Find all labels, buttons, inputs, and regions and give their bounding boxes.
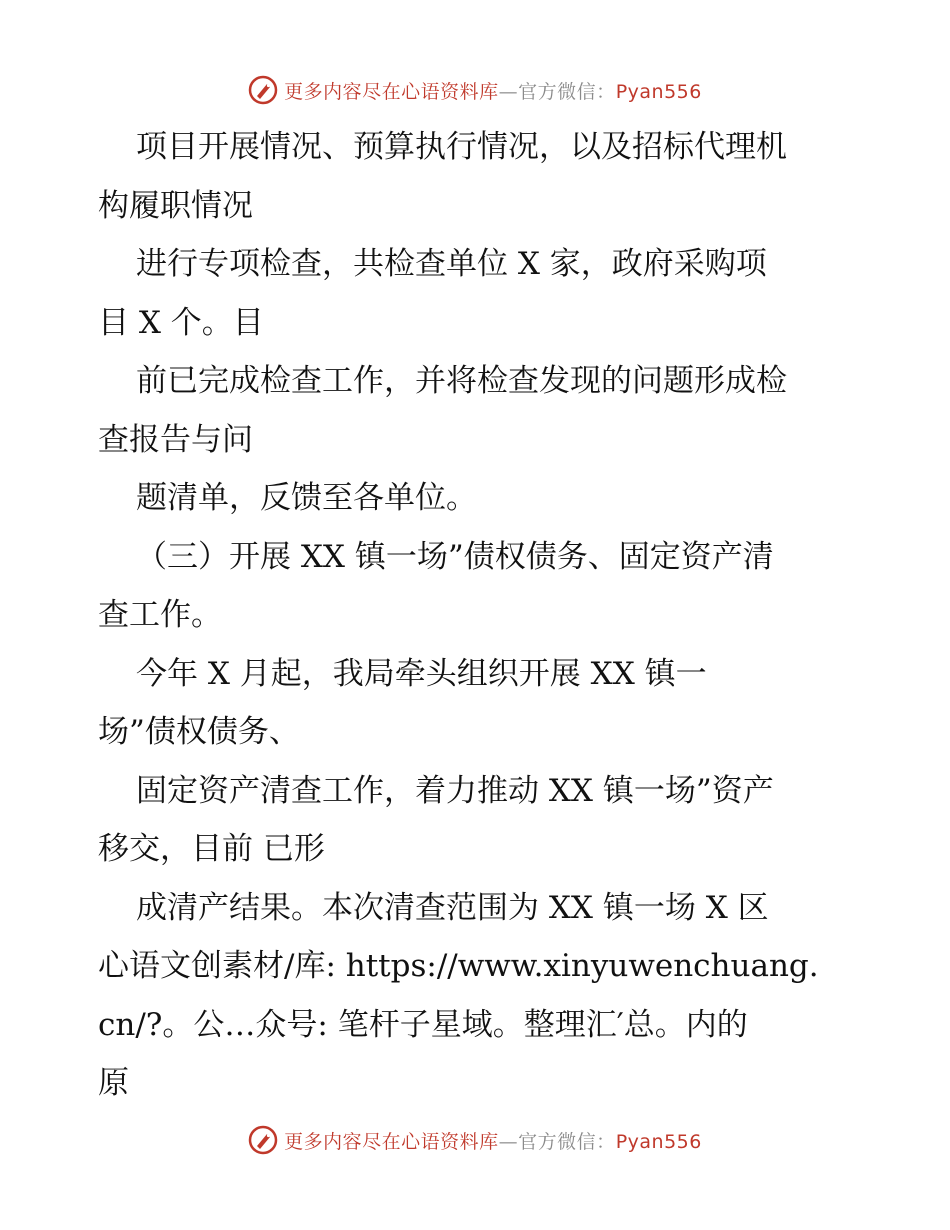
banner-separator: — [498,80,519,103]
text-line: 进行专项检查，共检查单位 X 家，政府采购项 [136,246,767,282]
text-line: cn/?。公…众号: 笔杆子星域。整理汇′总。内的 [98,1006,748,1043]
text-line: 查工作。 [98,597,222,633]
red-pen-nib-logo-icon [248,75,278,105]
text-line: 场”债权债务、 [98,714,300,750]
footer-banner [0,1120,950,1160]
wechat-id: Pyan556 [615,1130,702,1153]
text-line: 原 [98,1065,129,1101]
banner-separator: — [498,1130,519,1153]
section-heading: （三）开展 XX 镇一场”债权债务、固定资产清 [136,538,774,575]
text-line: 目 X 个。目 [98,304,264,341]
site-text: 更多内容尽在心语资料库 [284,80,499,103]
site-text: 更多内容尽在心语资料库 [284,1130,499,1153]
text-line: 心语文创素材/库: https://www.xinyuwenchuang. [98,948,819,984]
text-line: 前已完成检查工作，并将检查发现的问题形成检 [136,363,787,399]
banner-text [284,1127,702,1154]
header-banner [0,70,950,110]
wechat-label: 官方微信： [518,80,616,103]
text-line: 项目开展情况、预算执行情况，以及招标代理机 [136,129,787,165]
wechat-id: Pyan556 [615,80,702,103]
text-line: 移交，目前 已形 [98,831,325,867]
wechat-label: 官方微信： [518,1130,616,1153]
text-line: 固定资产清查工作，着力推动 XX 镇一场”资产 [136,772,774,809]
text-line: 今年 X 月起，我局牵头组织开展 XX 镇一 [136,655,707,692]
red-pen-nib-logo-icon [248,1125,278,1155]
text-line: 查报告与问 [98,421,253,458]
text-line: 构履职情况 [98,187,253,224]
document-body [98,118,858,1113]
text-line: 成清产结果。本次清查范围为 XX 镇一场 X 区 [136,889,769,926]
text-line: 题清单，反馈至各单位。 [136,480,477,516]
banner-text [284,77,702,104]
